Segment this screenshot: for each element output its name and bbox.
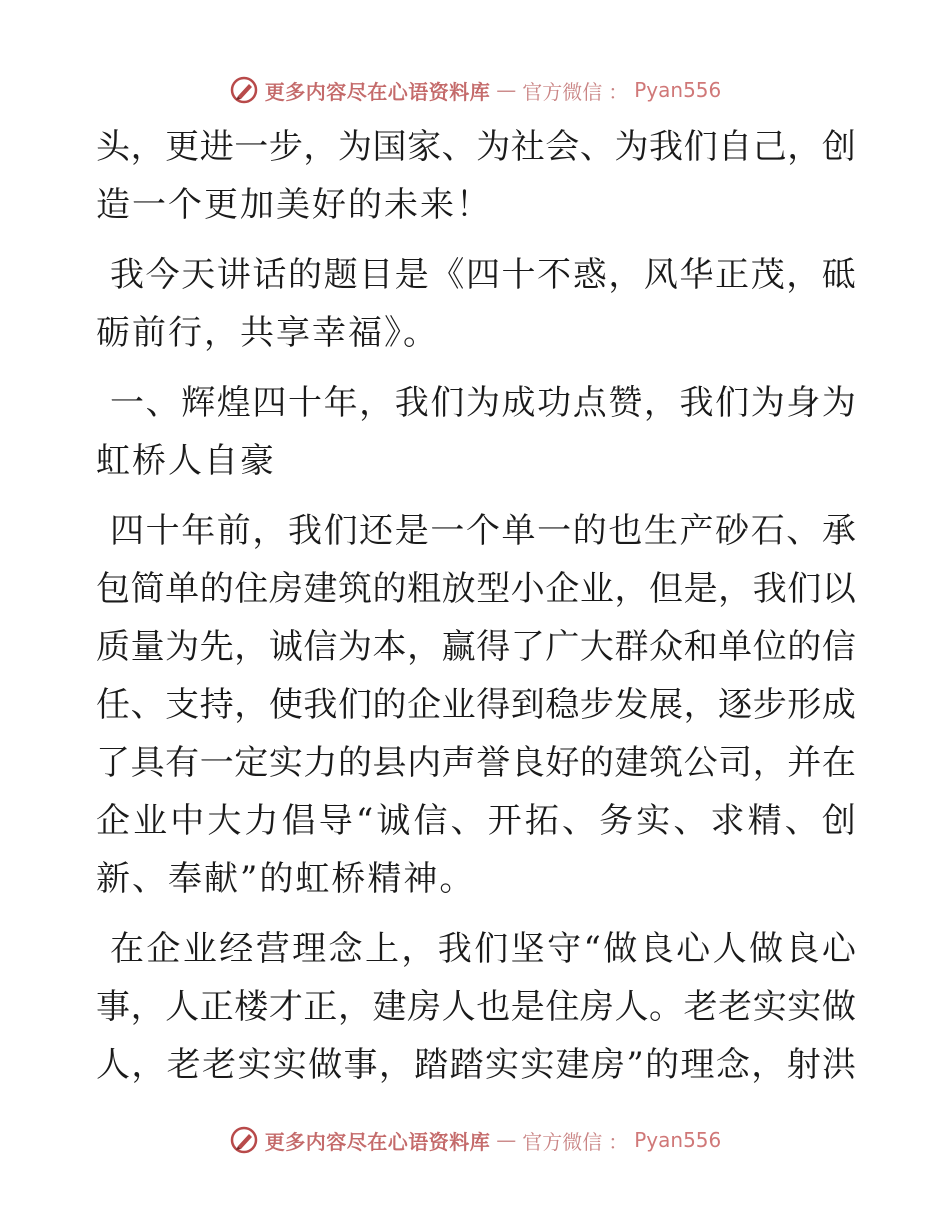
watermark-label: 官方微信	[522, 79, 603, 104]
header-watermark	[0, 70, 950, 110]
text-line: 在 企 业 经 营 理 念 上 ， 我 们 坚 守 “ 做 良 心 人 做 良 心	[110, 929, 856, 969]
watermark-separator: —	[496, 78, 517, 102]
pen-logo-icon	[229, 75, 259, 105]
footer-watermark	[0, 1120, 950, 1160]
paragraph	[96, 502, 856, 908]
text-line: 虹桥人自豪	[96, 441, 276, 481]
text-line: 造一个更加美好的未来！	[96, 185, 492, 225]
paragraph	[96, 118, 856, 234]
text-line: 任 、 支 持 ， 使 我 们 的 企 业 得 到 稳 步 发 展 ， 逐 步 形 成	[96, 685, 856, 725]
text-line: 砺前行，共享幸福》。	[96, 313, 439, 353]
paragraph	[96, 920, 856, 1094]
watermark-separator: —	[496, 1128, 517, 1152]
text-line: 质 量 为 先 ， 诚 信 为 本 ， 赢 得 了 广 大 群 众 和 单 位 的 信	[96, 627, 856, 667]
text-line: 四 十 年 前 ， 我 们 还 是 一 个 单 一 的 也 生 产 砂 石 、 承	[110, 511, 856, 551]
text-line: 头 ， 更 进 一 步 ， 为 国 家 、 为 社 会 、 为 我 们 自 己 ， 创	[96, 127, 856, 167]
text-line: 新、奉献”的虹桥精神。	[96, 859, 476, 899]
text-line: 包 简 单 的 住 房 建 筑 的 粗 放 型 小 企 业 ， 但 是 ， 我 们 以	[96, 569, 856, 609]
section-heading	[96, 374, 856, 490]
watermark-title: 更多内容尽在心语资料库	[264, 1129, 491, 1154]
watermark-handle: Pyan556	[634, 1128, 722, 1152]
watermark-handle: Pyan556	[634, 78, 722, 102]
text-line: 企 业 中 大 力 倡 导 “ 诚 信 、 开 拓 、 务 实 、 求 精 、 创	[96, 801, 856, 841]
text-line: 了 具 有 一 定 实 力 的 县 内 声 誉 良 好 的 建 筑 公 司 ， 并 在	[96, 743, 856, 783]
document-body	[96, 118, 856, 1094]
text-line: 一 、 辉 煌 四 十 年 ， 我 们 为 成 功 点 赞 ， 我 们 为 身 为	[110, 383, 856, 423]
pen-logo-icon	[229, 1125, 259, 1155]
text-line: 人 ， 老 老 实 实 做 事 ， 踏 踏 实 实 建 房 ” 的 理 念 ， 射 洪	[96, 1045, 856, 1085]
watermark-title: 更多内容尽在心语资料库	[264, 79, 491, 104]
watermark-label: 官方微信	[522, 1129, 603, 1154]
watermark-colon: ：	[608, 79, 629, 104]
text-line: 我 今 天 讲 话 的 题 目 是 《 四 十 不 惑 ， 风 华 正 茂 ， 砥	[110, 255, 856, 295]
text-line: 事 ， 人 正 楼 才 正 ， 建 房 人 也 是 住 房 人 。 老 老 实 实 做	[96, 987, 856, 1027]
watermark-colon: ：	[608, 1129, 629, 1154]
paragraph	[96, 246, 856, 362]
